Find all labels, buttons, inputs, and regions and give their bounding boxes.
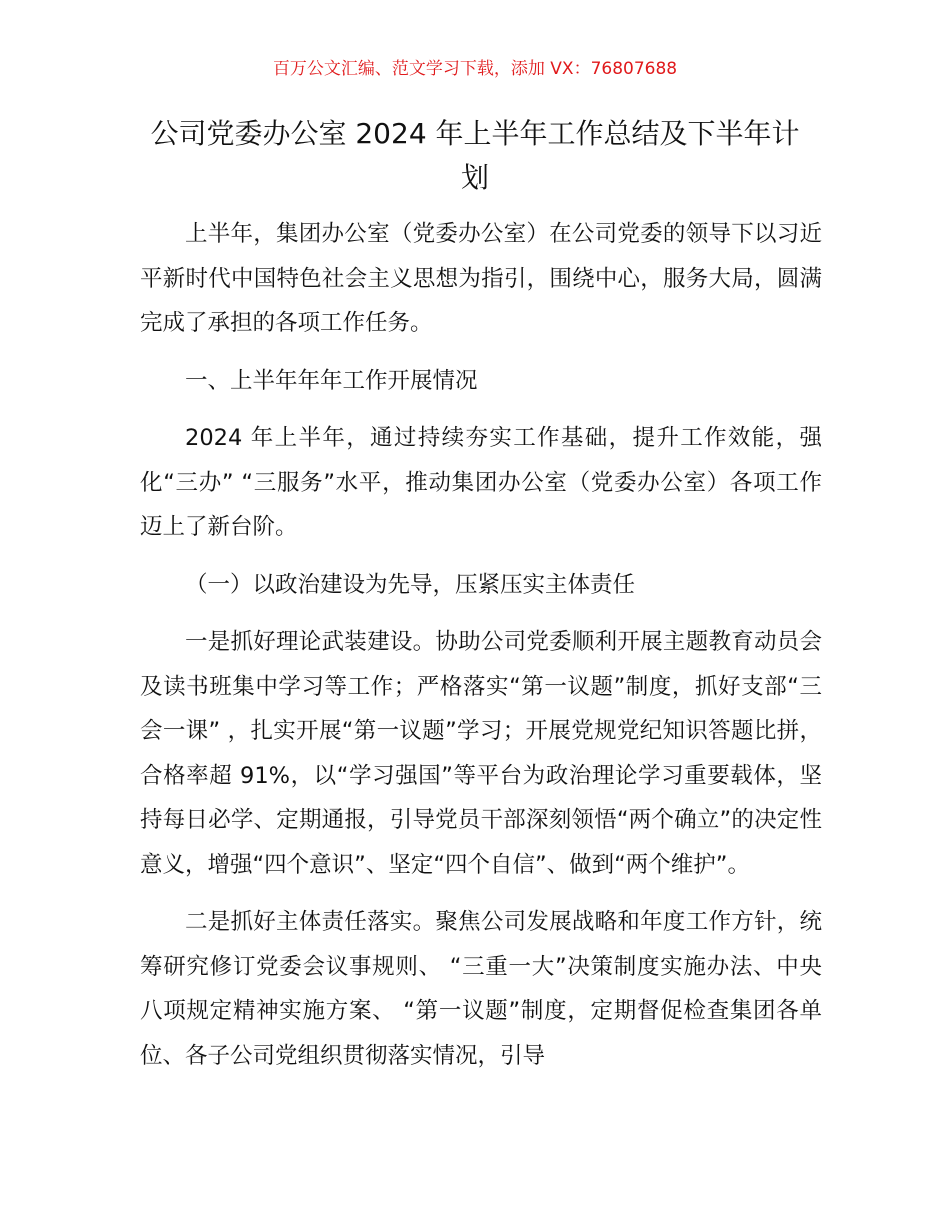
document-body: [140, 212, 822, 1091]
subsection-heading-1: （一）以政治建设为先导，压紧压实主体责任: [185, 571, 636, 598]
theory-paragraph: 一是抓好理论武装建设。协助公司党委顺利开展主题教育动员会及读书班集中学习等工作；严格落实“第一议题”制度，抓好支部“三会一课” ，扎实开展“第一议题”学习；开展党规党纪知识答题比拼，合格率超 91%，以“学习强国”等平台为政治理论学习重要载体，坚持每日必学、定期通报，引导党员干部深刻领悟“两个确立”的决定性意义，增强“四个意识”、坚定“四个自信”、做到“两个维护”。: [140, 629, 822, 878]
intro-paragraph: 上半年，集团办公室（党委办公室）在公司党委的领导下以习近平新时代中国特色社会主义思想为指引，围绕中心，服务大局，圆满完成了承担的各项工作任务。: [140, 221, 822, 336]
responsibility-paragraph: 二是抓好主体责任落实。聚焦公司发展战略和年度工作方针，统筹研究修订党委会议事规则、 “三重一大”决策制度实施办法、中央八项规定精神实施方案、 “第一议题”制度，定期督促检查集团各单位、各子公司党组织贯彻落实情况，引导: [140, 909, 822, 1069]
section-heading-1: 一、上半年年年工作开展情况: [185, 367, 478, 394]
document-title: 公司党委办公室 2024 年上半年工作总结及下半年计划: [150, 117, 800, 194]
overview-paragraph: 2024 年上半年，通过持续夯实工作基础，提升工作效能，强化“三办” “三服务”水平，推动集团办公室（党委办公室）各项工作迈上了新台阶。: [140, 425, 822, 540]
watermark-banner: 百万公文汇编、范文学习下载，添加 VX：76807688: [272, 59, 678, 79]
